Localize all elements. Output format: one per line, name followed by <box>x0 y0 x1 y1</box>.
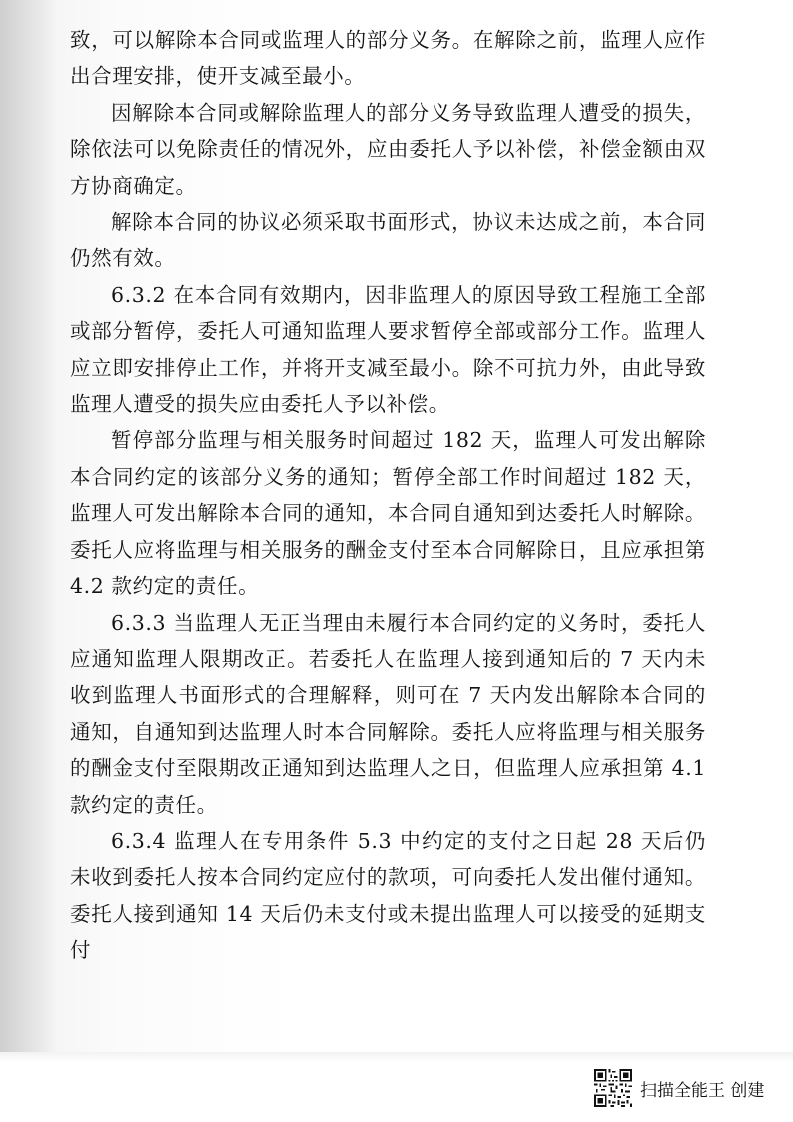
paragraph-written-agreement: 解除本合同的协议必须采取书面形式，协议未达成之前，本合同仍然有效。 <box>70 210 706 271</box>
watermark-label: 扫描全能王 创建 <box>640 1080 765 1101</box>
document-body <box>70 22 706 969</box>
paragraph-continuation: 致，可以解除本合同或监理人的部分义务。在解除之前，监理人应作出合理安排，使开支减至最小。 <box>70 28 706 89</box>
qr-code-icon <box>594 1069 632 1107</box>
scanner-watermark <box>594 1068 764 1108</box>
paragraph-loss-compensation: 因解除本合同或解除监理人的部分义务导致监理人遭受的损失，除依法可以免除责任的情况外，应由委托人予以补偿，补偿金额由双方协商确定。 <box>70 100 706 198</box>
clause-6-3-2: 6.3.2 在本合同有效期内，因非监理人的原因导致工程施工全部或部分暂停，委托人可通知监理人要求暂停全部或部分工作。监理人应立即安排停止工作，并将开支减至最小。除不可抗力外，由此导致监理人遭受的损失应由委托人予以补偿。 <box>70 282 706 417</box>
clause-6-3-4: 6.3.4 监理人在专用条件 5.3 中约定的支付之日起 28 天后仍未收到委托人按本合同约定应付的款项，可向委托人发出催付通知。委托人接到通知 14 天后仍未支付或未提出监理人可以接受的延期支付 <box>70 828 706 963</box>
clause-6-3-3: 6.3.3 当监理人无正当理由未履行本合同约定的义务时，委托人应通知监理人限期改正。若委托人在监理人接到通知后的 7 天内未收到监理人书面形式的合理解释，则可在 7 天内发出解除本合同的通知，自通知到达监理人时本合同解除。委托人应将监理与相关服务的酬金支付至限期改正通知到达监理人之日，但监理人应承担第 4.1 款约定的责任。 <box>70 610 706 817</box>
page-bottom-edge <box>0 1052 793 1062</box>
paragraph-suspension-182-days: 暂停部分监理与相关服务时间超过 182 天，监理人可发出解除本合同约定的该部分义务的通知；暂停全部工作时间超过 182 天，监理人可发出解除本合同的通知，本合同自通知到达委托人时解除。委托人应将监理与相关服务的酬金支付至本合同解除日，且应承担第 4.2 款约定的责任。 <box>70 428 706 599</box>
